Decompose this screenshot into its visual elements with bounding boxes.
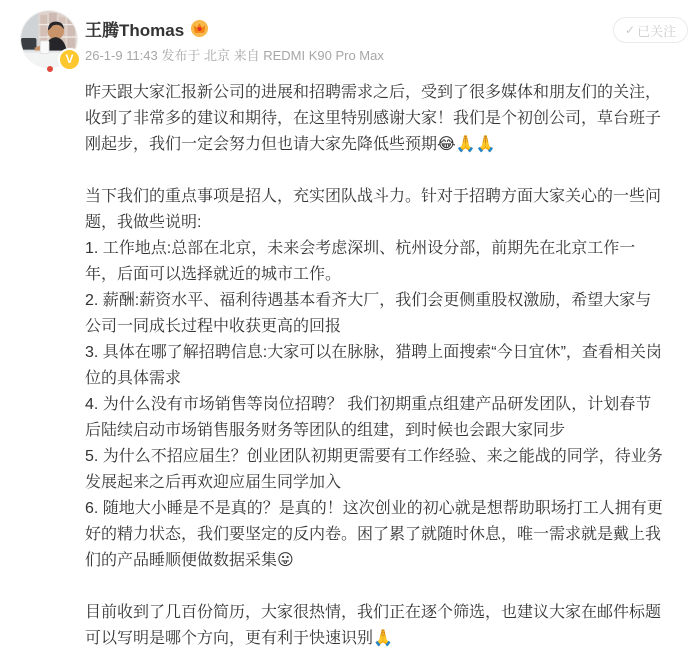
- post-paragraph: 6. 随地大小睡是不是真的？是真的！这次创业的初心就是想帮助职场打工人拥有更好的精力状态，我们要坚定的反内卷。困了累了就随时休息，唯一需求就是戴上我们的产品睡顺便做数据采集😛: [85, 500, 663, 569]
- post-paragraph: 1. 工作地点:总部在北京，未来会考虑深圳、杭州设分部，前期先在北京工作一年，后面可以选择就近的城市工作。: [85, 240, 636, 283]
- post-paragraph: 4. 为什么没有市场销售等岗位招聘？ 我们初期重点组建产品研发团队，计划春节后陆续启动市场销售服务财务等团队的组建，到时候也会跟大家同步: [85, 396, 652, 439]
- follow-button-label: 已关注: [637, 23, 677, 39]
- author-name[interactable]: 王腾Thomas: [85, 20, 185, 40]
- post-paragraph: 昨天跟大家汇报新公司的进展和招聘需求之后，受到了很多媒体和朋友们的关注，收到了非常多的建议和期待，在这里特别感谢大家！我们是个初创公司，草台班子刚起步，我们一定会努力但也请大家先降低些预期😂🙏🙏: [85, 84, 662, 153]
- follow-button[interactable]: [613, 17, 688, 43]
- paragraph-block: [85, 600, 667, 652]
- paragraph-block: [85, 80, 667, 158]
- vip-crown-icon: [190, 19, 209, 38]
- check-icon: ✓: [625, 23, 636, 37]
- post-paragraph: 2. 薪酬:薪资水平、福利待遇基本看齐大厂，我们会更侧重股权激励，希望大家与公司一同成长过程中收获更高的回报: [85, 292, 652, 335]
- post-paragraph: 当下我们的重点事项是招人，充实团队战斗力。针对于招聘方面大家关心的一些问题，我做些说明:: [85, 188, 662, 231]
- post-paragraph: 目前收到了几百份简历，大家很热情，我们正在逐个筛选，也建议大家在邮件标题可以写明是哪个方向，更有利于快速识别🙏: [85, 604, 662, 647]
- post-paragraph: 5. 为什么不招应届生？创业团队初期更需要有工作经验、来之能战的同学，待业务发展起来之后再欢迎应届生同学加入: [85, 448, 663, 491]
- post-content: [85, 80, 667, 663]
- red-dot: [47, 66, 53, 72]
- avatar[interactable]: [20, 10, 78, 68]
- post-paragraph: 3. 具体在哪了解招聘信息:大家可以在脉脉，猎聘上面搜索“今日宜休”，查看相关岗位的具体需求: [85, 344, 662, 387]
- paragraph-block: [85, 184, 667, 574]
- verified-badge-icon: V: [58, 48, 81, 71]
- author-line: [85, 16, 209, 40]
- post-meta: 26-1-9 11:43 发布于 北京 来自 REDMI K90 Pro Max: [85, 48, 384, 63]
